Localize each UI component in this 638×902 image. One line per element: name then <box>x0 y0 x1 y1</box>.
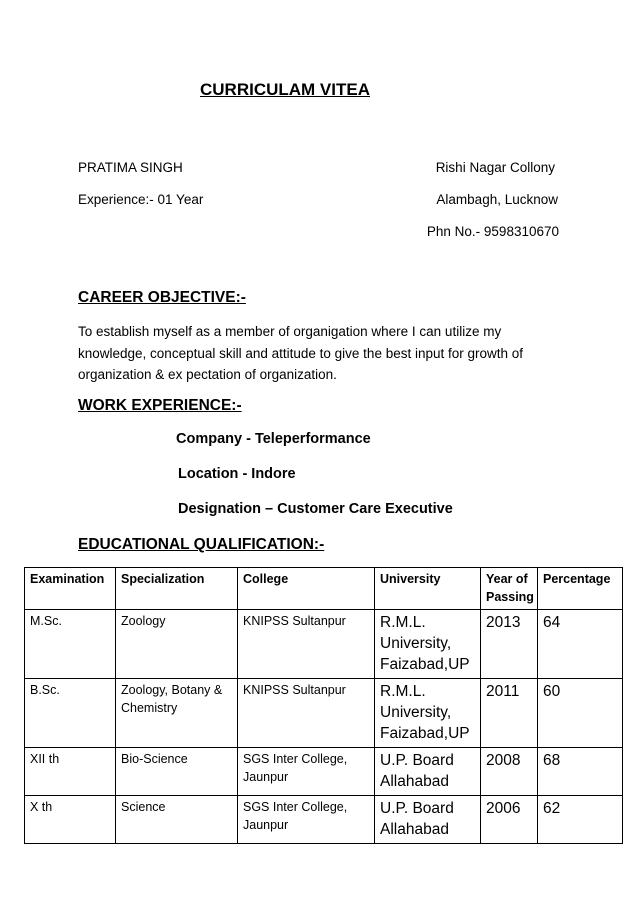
column-header: University <box>375 568 481 610</box>
table-row <box>25 610 623 679</box>
candidate-name: PRATIMA SINGH <box>78 160 183 175</box>
career-objective-heading: CAREER OBJECTIVE:- <box>78 289 246 306</box>
year-cell: 2013 <box>481 610 538 679</box>
column-header: Percentage <box>538 568 623 610</box>
university-cell: U.P. Board Allahabad <box>375 796 481 844</box>
university-cell: U.P. Board Allahabad <box>375 748 481 796</box>
column-header: Examination <box>25 568 116 610</box>
document-title: CURRICULAM VITEA <box>200 80 370 99</box>
year-cell: 2006 <box>481 796 538 844</box>
percentage-cell: 60 <box>538 679 623 748</box>
table-row <box>25 796 623 844</box>
specialization-cell: Zoology, Botany & Chemistry <box>116 679 238 748</box>
college-cell: SGS Inter College, Jaunpur <box>238 748 375 796</box>
column-header: College <box>238 568 375 610</box>
college-cell: KNIPSS Sultanpur <box>238 679 375 748</box>
percentage-cell: 64 <box>538 610 623 679</box>
address-line-2: Alambagh, Lucknow <box>436 192 558 207</box>
education-table <box>24 567 623 844</box>
work-company: Company - Teleperformance <box>176 431 371 447</box>
year-cell: 2008 <box>481 748 538 796</box>
career-objective-text: To establish myself as a member of organigation where I can utilize my knowledge, conceptual skill and attitude to give the best input for growth of organization & ex pectation of organization. <box>78 324 524 382</box>
table-row <box>25 679 623 748</box>
table-row <box>25 748 623 796</box>
exam-cell: X th <box>25 796 116 844</box>
education-heading: EDUCATIONAL QUALIFICATION:- <box>78 536 325 553</box>
specialization-cell: Science <box>116 796 238 844</box>
work-location: Location - Indore <box>178 466 296 482</box>
work-experience-heading: WORK EXPERIENCE:- <box>78 397 242 414</box>
university-cell: R.M.L. University, Faizabad,UP <box>375 679 481 748</box>
address-line-1: Rishi Nagar Collony <box>435 160 555 175</box>
column-header: Year of Passing <box>481 568 538 610</box>
year-cell: 2011 <box>481 679 538 748</box>
university-cell: R.M.L. University, Faizabad,UP <box>375 610 481 679</box>
percentage-cell: 68 <box>538 748 623 796</box>
exam-cell: XII th <box>25 748 116 796</box>
table-header-row <box>25 568 623 610</box>
work-designation: Designation – Customer Care Executive <box>178 501 453 517</box>
experience-summary: Experience:- 01 Year <box>78 192 204 207</box>
exam-cell: M.Sc. <box>25 610 116 679</box>
column-header: Specialization <box>116 568 238 610</box>
college-cell: SGS Inter College, Jaunpur <box>238 796 375 844</box>
exam-cell: B.Sc. <box>25 679 116 748</box>
phone-number: Phn No.- 9598310670 <box>426 224 559 239</box>
college-cell: KNIPSS Sultanpur <box>238 610 375 679</box>
percentage-cell: 62 <box>538 796 623 844</box>
specialization-cell: Zoology <box>116 610 238 679</box>
specialization-cell: Bio-Science <box>116 748 238 796</box>
